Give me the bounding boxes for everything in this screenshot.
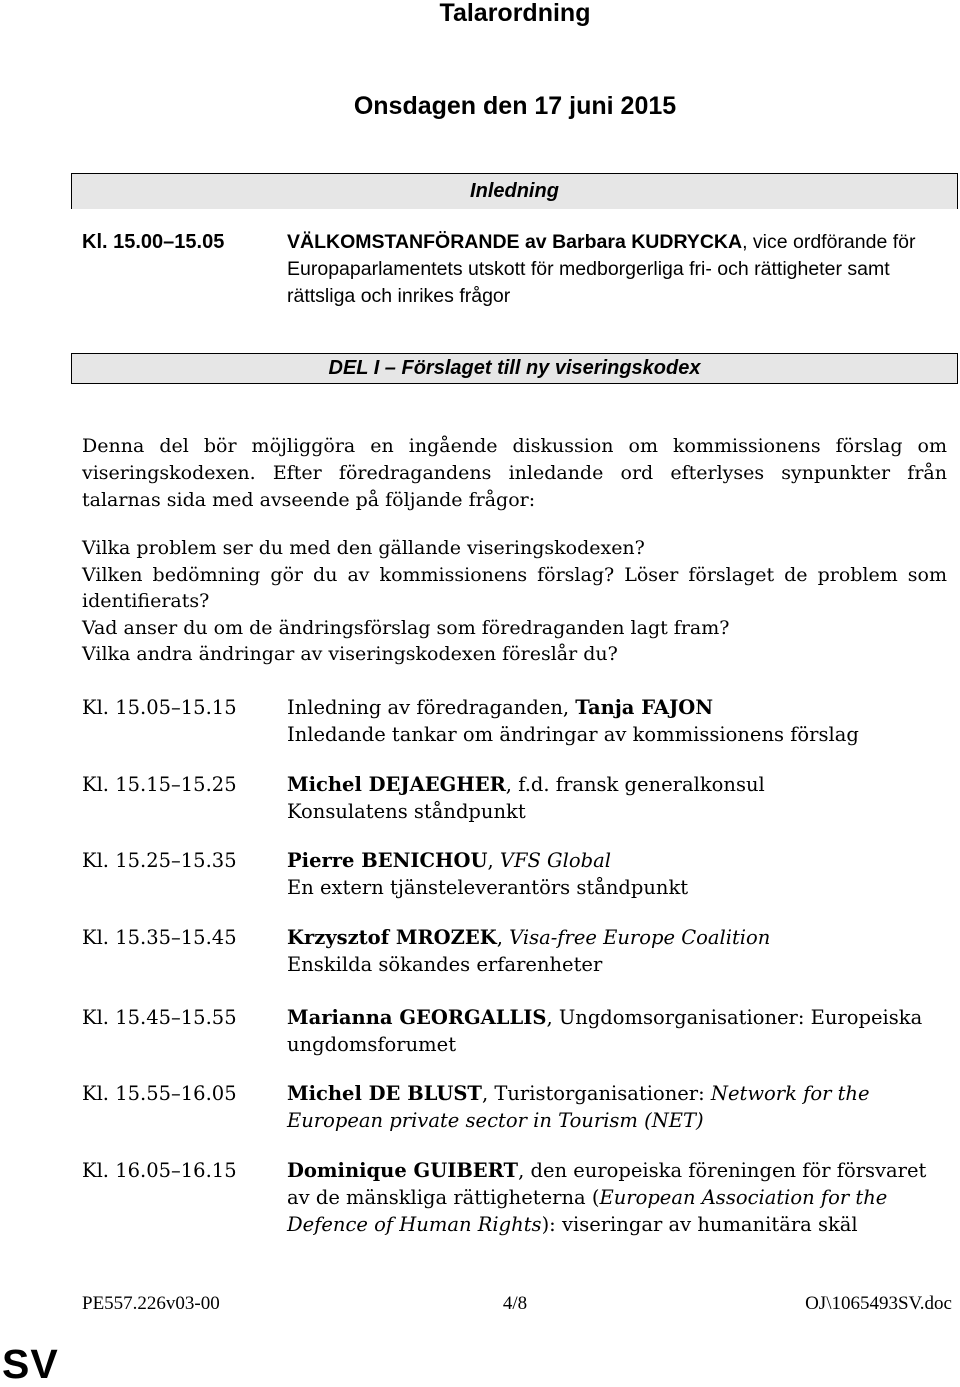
language-code: SV xyxy=(2,1341,59,1387)
schedule-time: Kl. 15.35–15.45 xyxy=(82,926,237,949)
schedule-entry xyxy=(287,1080,952,1134)
footer-doc-id: OJ\1065493SV.doc xyxy=(805,1293,952,1314)
question-item: Vilka problem ser du med den gällande viseringskodexen? xyxy=(82,537,645,559)
question-item: Vilka andra ändringar av viseringskodexen föreslår du? xyxy=(82,643,618,665)
footer-page-number: 4/8 xyxy=(502,1293,528,1314)
section-heading: DEL I – Förslaget till ny viseringskodex xyxy=(328,357,701,379)
schedule-entry xyxy=(287,847,952,901)
schedule-entry xyxy=(287,1004,952,1058)
entry-topic: ): viseringar av humanitära skäl xyxy=(541,1213,858,1236)
intro-role: , vice ordförande för Europaparlamentets utskott för medborgerliga fri- och rättigheter samt rättsliga och inrikes frågor xyxy=(287,231,916,307)
entry-pre: Inledning av föredraganden, xyxy=(287,696,576,719)
schedule-entry xyxy=(287,1157,952,1238)
speaker-affiliation: , f.d. fransk generalkonsul xyxy=(505,773,765,796)
entry-topic: En extern tjänsteleverantörs ståndpunkt xyxy=(287,876,689,899)
question-item: Vilken bedömning gör du av kommissionens förslag? Löser förslaget de problem som identifierats? xyxy=(82,563,947,612)
intro-speaker: Barbara KUDRYCKA xyxy=(552,231,743,253)
intro-heading-box xyxy=(71,173,958,209)
speaker-affiliation: , Ungdomsorganisationer: Europeiska ungdomsforumet xyxy=(287,1006,923,1056)
intro-prefix: VÄLKOMSTANFÖRANDE av xyxy=(287,231,553,253)
question-list xyxy=(82,535,947,668)
document-date: Onsdagen den 17 juni 2015 xyxy=(353,92,677,120)
speaker-name: Dominique GUIBERT xyxy=(287,1159,519,1182)
speaker-affiliation: , den europeiska föreningen för försvaret av de mänskliga rättigheterna ( xyxy=(287,1159,927,1209)
schedule-time: Kl. 15.05–15.15 xyxy=(82,696,237,719)
intro-text xyxy=(287,229,947,310)
speaker-organisation: European Association for the Defence of Human Rights xyxy=(287,1186,888,1236)
speaker-organisation: Visa-free Europe Coalition xyxy=(509,926,771,949)
speaker-name: Michel DEJAEGHER xyxy=(287,773,506,796)
speaker-sep: , xyxy=(487,849,500,872)
speaker-affiliation: , Turistorganisationer: xyxy=(481,1082,711,1105)
schedule-time: Kl. 15.25–15.35 xyxy=(82,849,237,872)
speaker-organisation: Network for the European private sector in Tourism (NET) xyxy=(287,1082,870,1132)
schedule-time: Kl. 16.05–16.15 xyxy=(82,1159,237,1182)
speaker-name: Pierre BENICHOU xyxy=(287,849,488,872)
section-heading-box xyxy=(71,353,958,384)
intro-heading: Inledning xyxy=(470,180,559,202)
schedule-time: Kl. 15.55–16.05 xyxy=(82,1082,237,1105)
schedule-entry xyxy=(287,771,952,825)
schedule-entry xyxy=(287,924,952,978)
speaker-organisation: VFS Global xyxy=(499,849,611,872)
section-paragraph-text: Denna del bör möjliggöra en ingående diskussion om kommissionens förslag om viseringskodexen. Efter föredragandens inledande ord efterlyses synpunkter från talarnas sida med avseende på följande frågor: xyxy=(82,435,947,511)
entry-topic: Enskilda sökandes erfarenheter xyxy=(287,953,603,976)
speaker-name: Tanja FAJON xyxy=(575,696,714,719)
schedule-time: Kl. 15.15–15.25 xyxy=(82,773,237,796)
speaker-name: Marianna GEORGALLIS xyxy=(287,1006,547,1029)
footer-reference: PE557.226v03-00 xyxy=(82,1293,220,1314)
document-title: Talarordning xyxy=(439,0,591,27)
entry-topic: Inledande tankar om ändringar av kommissionens förslag xyxy=(287,723,859,746)
section-paragraph xyxy=(82,433,947,514)
schedule-entry xyxy=(287,694,952,748)
schedule-time: Kl. 15.45–15.55 xyxy=(82,1006,237,1029)
intro-time: Kl. 15.00–15.05 xyxy=(82,231,225,253)
entry-topic: Konsulatens ståndpunkt xyxy=(287,800,526,823)
question-item: Vad anser du om de ändringsförslag som föredraganden lagt fram? xyxy=(82,616,730,639)
speaker-name: Michel DE BLUST xyxy=(287,1082,482,1105)
speaker-name: Krzysztof MROZEK xyxy=(287,926,497,949)
speaker-sep: , xyxy=(496,926,510,949)
